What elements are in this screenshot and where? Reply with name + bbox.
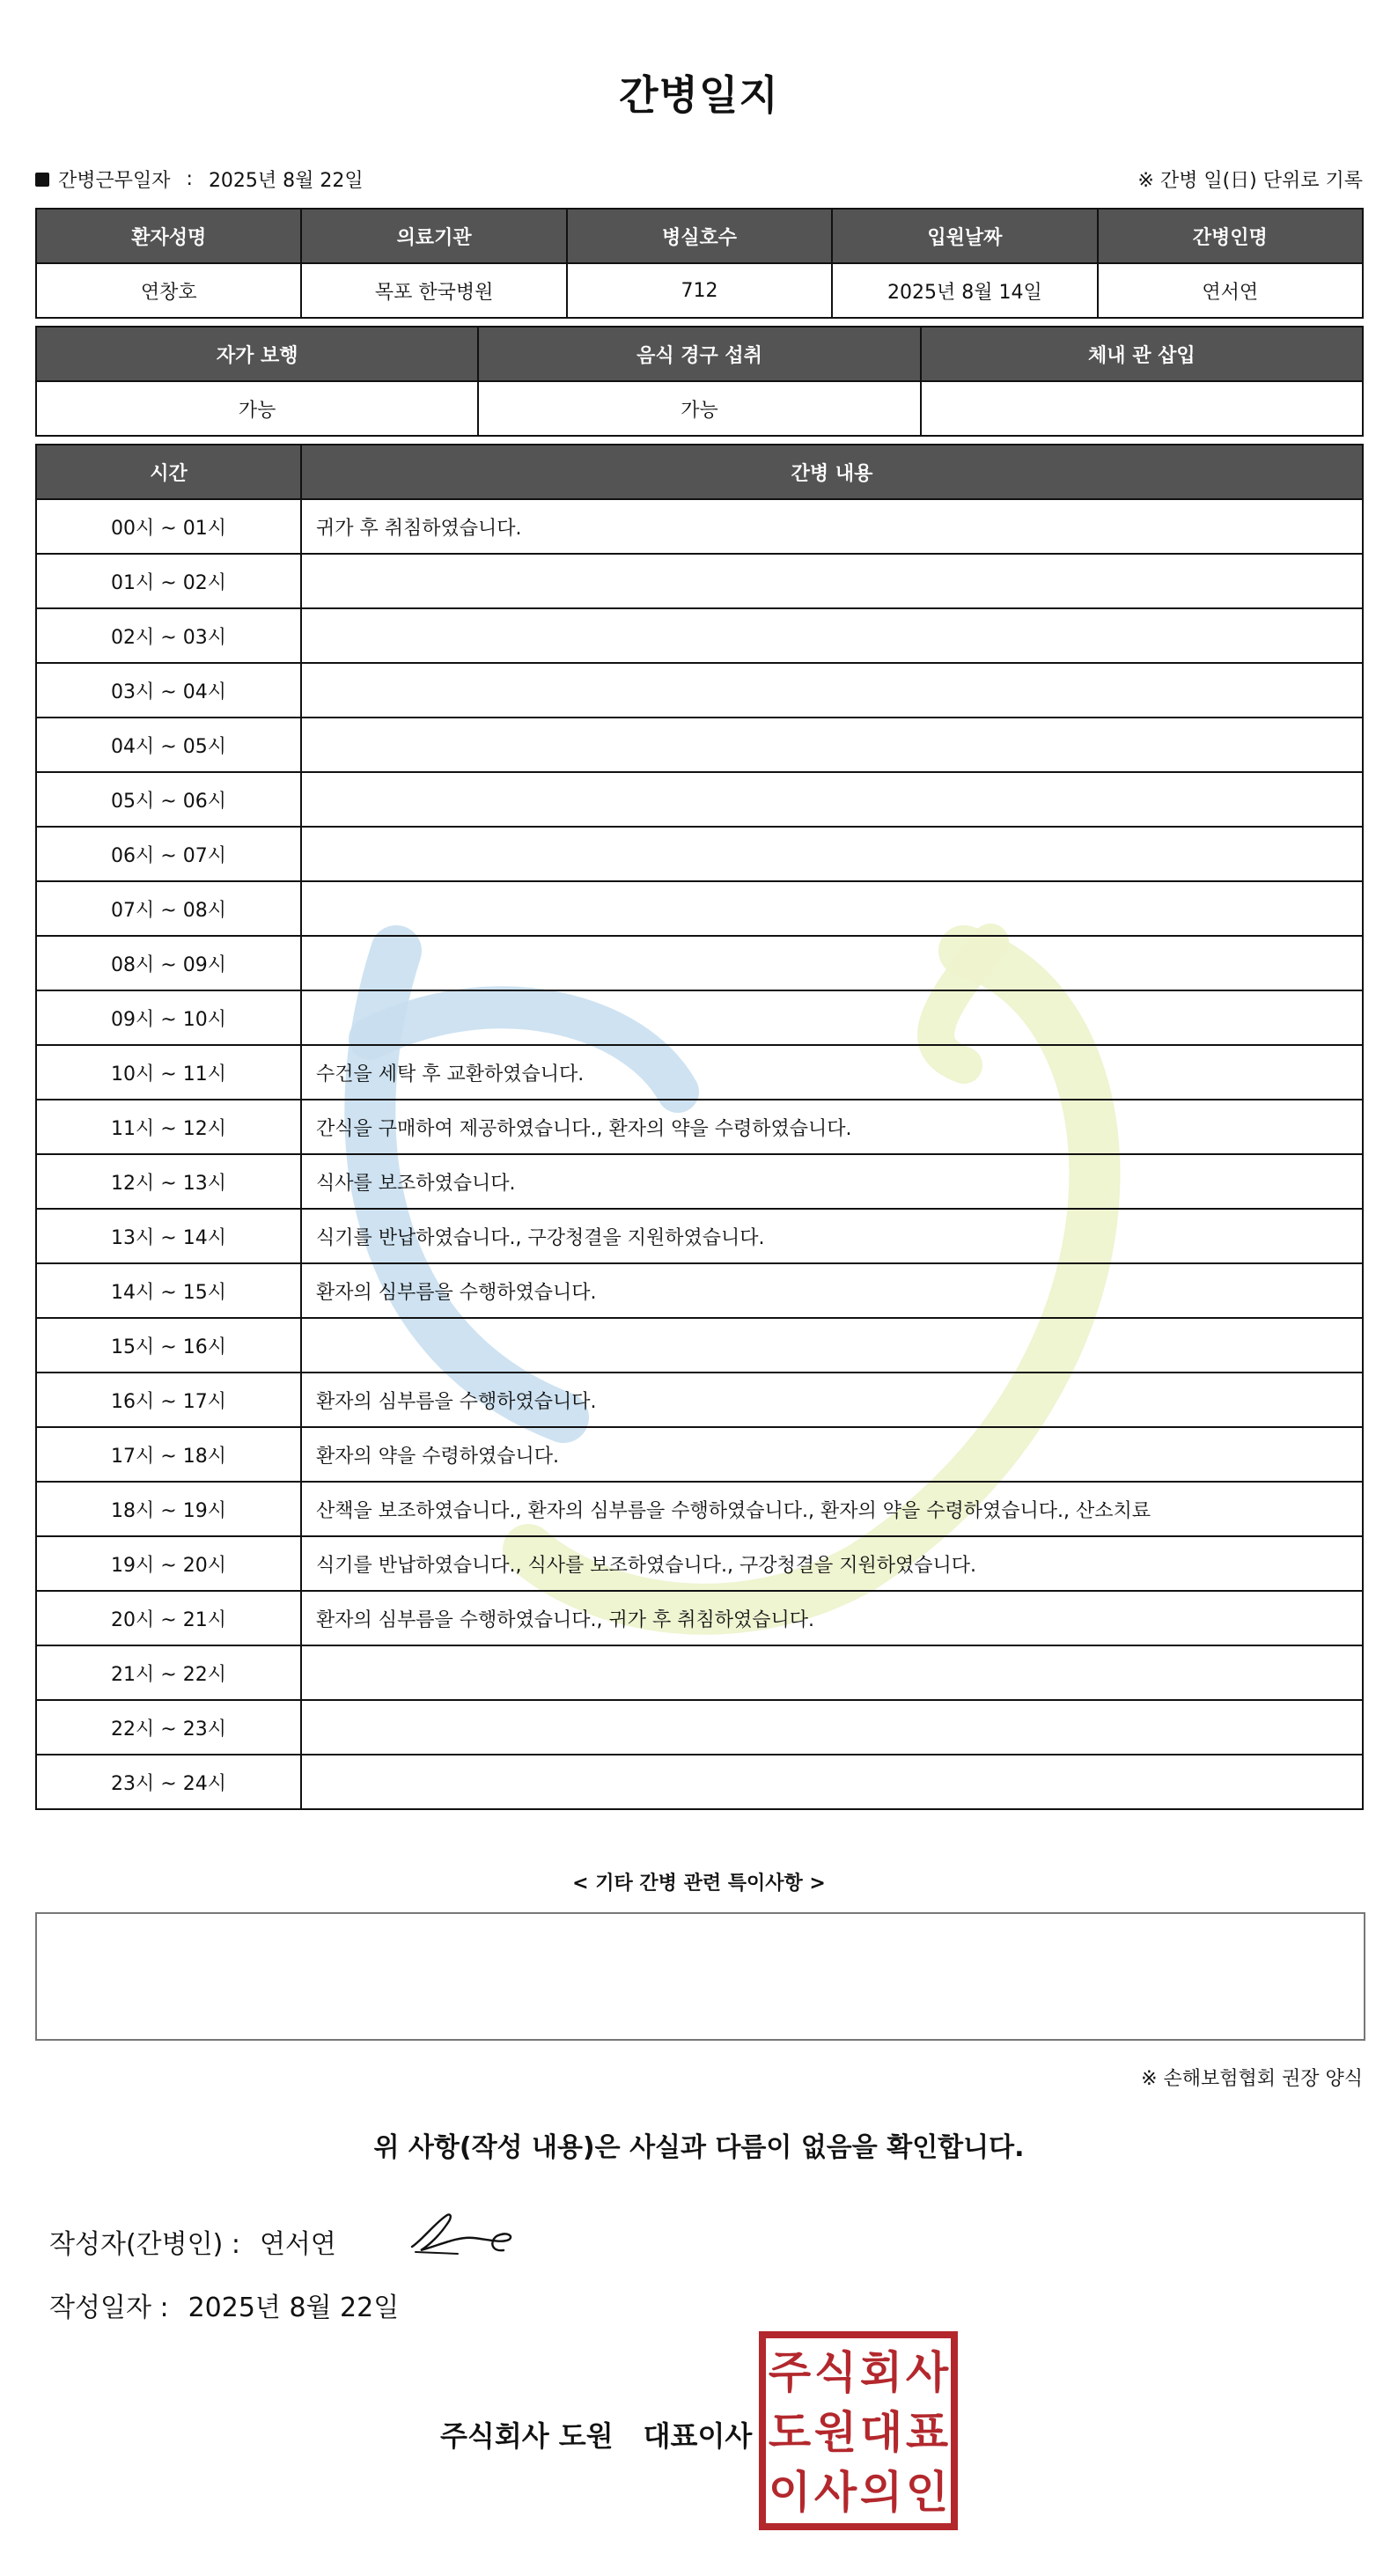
care-content-cell	[301, 663, 1363, 718]
notes-title: < 기타 간병 관련 특이사항 >	[572, 1873, 826, 1895]
care-content-cell: 식사를 보조하였습니다.	[301, 1154, 1363, 1209]
table-row	[36, 1700, 1363, 1755]
signature-image	[405, 2204, 519, 2266]
table-row	[36, 1045, 1363, 1100]
care-content-cell: 산책을 보조하였습니다., 환자의 심부름을 수행하였습니다., 환자의 약을 수령하였습니다., 산소치료	[301, 1482, 1363, 1536]
care-content-cell	[301, 881, 1363, 936]
seal-character: 식	[813, 2347, 857, 2398]
table-row	[36, 1645, 1363, 1700]
care-content-cell	[301, 608, 1363, 663]
table-row	[36, 936, 1363, 990]
table-row	[36, 1755, 1363, 1809]
header-admission-date: 입원날짜	[832, 209, 1097, 263]
time-cell: 15시 ~ 16시	[36, 1318, 301, 1373]
header-tube-insertion: 체내 관 삽입	[921, 327, 1363, 381]
time-cell: 13시 ~ 14시	[36, 1209, 301, 1263]
hospital-value: 목포 한국병원	[301, 263, 566, 318]
care-log-header-row	[36, 445, 1363, 499]
care-content-cell	[301, 827, 1363, 881]
care-content-cell	[301, 1755, 1363, 1809]
time-cell: 07시 ~ 08시	[36, 881, 301, 936]
recommend-note: ※ 손해보험협회 권장 양식	[1141, 2068, 1363, 2090]
care-content-cell	[301, 554, 1363, 608]
time-cell: 21시 ~ 22시	[36, 1645, 301, 1700]
care-content-cell: 간식을 구매하여 제공하였습니다., 환자의 약을 수령하였습니다.	[301, 1100, 1363, 1154]
writer-line	[49, 2222, 336, 2261]
care-content-cell: 환자의 심부름을 수행하였습니다., 귀가 후 취침하였습니다.	[301, 1591, 1363, 1645]
time-cell: 05시 ~ 06시	[36, 772, 301, 827]
table-row	[36, 1536, 1363, 1591]
seal-character: 대	[859, 2407, 903, 2458]
caregiver-name-value: 연서연	[1098, 263, 1363, 318]
table-row	[36, 1263, 1363, 1318]
table-row	[36, 499, 1363, 554]
ability-value-row	[36, 381, 1363, 436]
table-row	[36, 1209, 1363, 1263]
time-cell: 09시 ~ 10시	[36, 990, 301, 1045]
company-line	[440, 2414, 752, 2455]
company-name: 주식회사 도원	[440, 2419, 614, 2453]
work-date-line	[35, 166, 364, 193]
room-value: 712	[567, 263, 832, 318]
seal-character: 의	[859, 2467, 903, 2518]
seal-character: 인	[905, 2467, 949, 2518]
header-room: 병실호수	[567, 209, 832, 263]
time-cell: 11시 ~ 12시	[36, 1100, 301, 1154]
care-content-cell	[301, 990, 1363, 1045]
care-content-cell: 환자의 심부름을 수행하였습니다.	[301, 1373, 1363, 1427]
table-row	[36, 827, 1363, 881]
care-content-cell	[301, 1318, 1363, 1373]
care-content-cell	[301, 718, 1363, 772]
patient-name-value: 연창호	[36, 263, 301, 318]
table-row	[36, 718, 1363, 772]
admission-date-value: 2025년 8월 14일	[832, 263, 1097, 318]
seal-character: 원	[813, 2407, 857, 2458]
writer-name: 연서연	[259, 2229, 336, 2260]
seal-character: 회	[859, 2347, 903, 2398]
seal-character: 이	[768, 2467, 812, 2518]
header-hospital: 의료기관	[301, 209, 566, 263]
table-row	[36, 1154, 1363, 1209]
time-cell: 17시 ~ 18시	[36, 1427, 301, 1482]
oral-intake-value: 가능	[478, 381, 920, 436]
time-cell: 06시 ~ 07시	[36, 827, 301, 881]
written-date-line	[49, 2285, 399, 2324]
seal-character: 사	[905, 2347, 949, 2398]
care-content-cell: 식기를 반납하였습니다., 구강청결을 지원하였습니다.	[301, 1209, 1363, 1263]
header-time: 시간	[36, 445, 301, 499]
care-content-cell: 귀가 후 취침하였습니다.	[301, 499, 1363, 554]
confirmation-statement: 위 사항(작성 내용)은 사실과 다름이 없음을 확인합니다.	[373, 2132, 1025, 2163]
work-date-value: 2025년 8월 22일	[208, 170, 364, 192]
care-log-body	[36, 499, 1363, 1809]
self-walking-value: 가능	[36, 381, 478, 436]
table-row	[36, 1318, 1363, 1373]
header-patient-name: 환자성명	[36, 209, 301, 263]
work-date-label: 간병근무일자	[58, 170, 171, 192]
header-self-walking: 자가 보행	[36, 327, 478, 381]
time-cell: 19시 ~ 20시	[36, 1536, 301, 1591]
table-row	[36, 1482, 1363, 1536]
header-oral-intake: 음식 경구 섭취	[478, 327, 920, 381]
care-content-cell: 환자의 약을 수령하였습니다.	[301, 1427, 1363, 1482]
care-content-cell: 환자의 심부름을 수행하였습니다.	[301, 1263, 1363, 1318]
unit-note: ※ 간병 일(日) 단위로 기록	[1137, 170, 1363, 192]
time-cell: 03시 ~ 04시	[36, 663, 301, 718]
time-cell: 00시 ~ 01시	[36, 499, 301, 554]
document-title: 간병일지	[619, 71, 779, 119]
time-cell: 08시 ~ 09시	[36, 936, 301, 990]
table-row	[36, 554, 1363, 608]
seal-character: 주	[768, 2347, 812, 2398]
time-cell: 04시 ~ 05시	[36, 718, 301, 772]
time-cell: 18시 ~ 19시	[36, 1482, 301, 1536]
table-row	[36, 1427, 1363, 1482]
time-cell: 10시 ~ 11시	[36, 1045, 301, 1100]
bullet-square-icon	[35, 173, 49, 187]
time-cell: 14시 ~ 15시	[36, 1263, 301, 1318]
care-content-cell: 수건을 세탁 후 교환하였습니다.	[301, 1045, 1363, 1100]
writer-label: 작성자(간병인) :	[49, 2229, 240, 2260]
seal-character: 도	[768, 2407, 812, 2458]
care-log-table	[35, 444, 1364, 1810]
representative-title: 대표이사	[643, 2419, 753, 2453]
header-caregiver-name: 간병인명	[1098, 209, 1363, 263]
care-content-cell	[301, 1700, 1363, 1755]
care-content-cell: 식기를 반납하였습니다., 식사를 보조하였습니다., 구강청결을 지원하였습니다.	[301, 1536, 1363, 1591]
time-cell: 02시 ~ 03시	[36, 608, 301, 663]
table-row	[36, 881, 1363, 936]
time-cell: 01시 ~ 02시	[36, 554, 301, 608]
time-cell: 22시 ~ 23시	[36, 1700, 301, 1755]
care-content-cell	[301, 936, 1363, 990]
seal-character: 사	[813, 2467, 857, 2518]
company-seal-stamp	[759, 2331, 958, 2530]
tube-insertion-value	[921, 381, 1363, 436]
notes-box	[35, 1912, 1365, 2041]
time-cell: 20시 ~ 21시	[36, 1591, 301, 1645]
table-row	[36, 1373, 1363, 1427]
seal-character: 표	[905, 2407, 949, 2458]
table-row	[36, 990, 1363, 1045]
patient-info-table	[35, 208, 1364, 319]
ability-header-row	[36, 327, 1363, 381]
header-care-content: 간병 내용	[301, 445, 1363, 499]
patient-info-value-row	[36, 263, 1363, 318]
care-content-cell	[301, 1645, 1363, 1700]
time-cell: 12시 ~ 13시	[36, 1154, 301, 1209]
written-date-label: 작성일자 :	[49, 2293, 169, 2323]
patient-info-header-row	[36, 209, 1363, 263]
patient-ability-table	[35, 326, 1364, 437]
work-date-separator: :	[186, 168, 193, 190]
table-row	[36, 608, 1363, 663]
care-content-cell	[301, 772, 1363, 827]
table-row	[36, 1100, 1363, 1154]
table-row	[36, 772, 1363, 827]
table-row	[36, 663, 1363, 718]
time-cell: 23시 ~ 24시	[36, 1755, 301, 1809]
table-row	[36, 1591, 1363, 1645]
written-date-value: 2025년 8월 22일	[188, 2293, 400, 2323]
time-cell: 16시 ~ 17시	[36, 1373, 301, 1427]
